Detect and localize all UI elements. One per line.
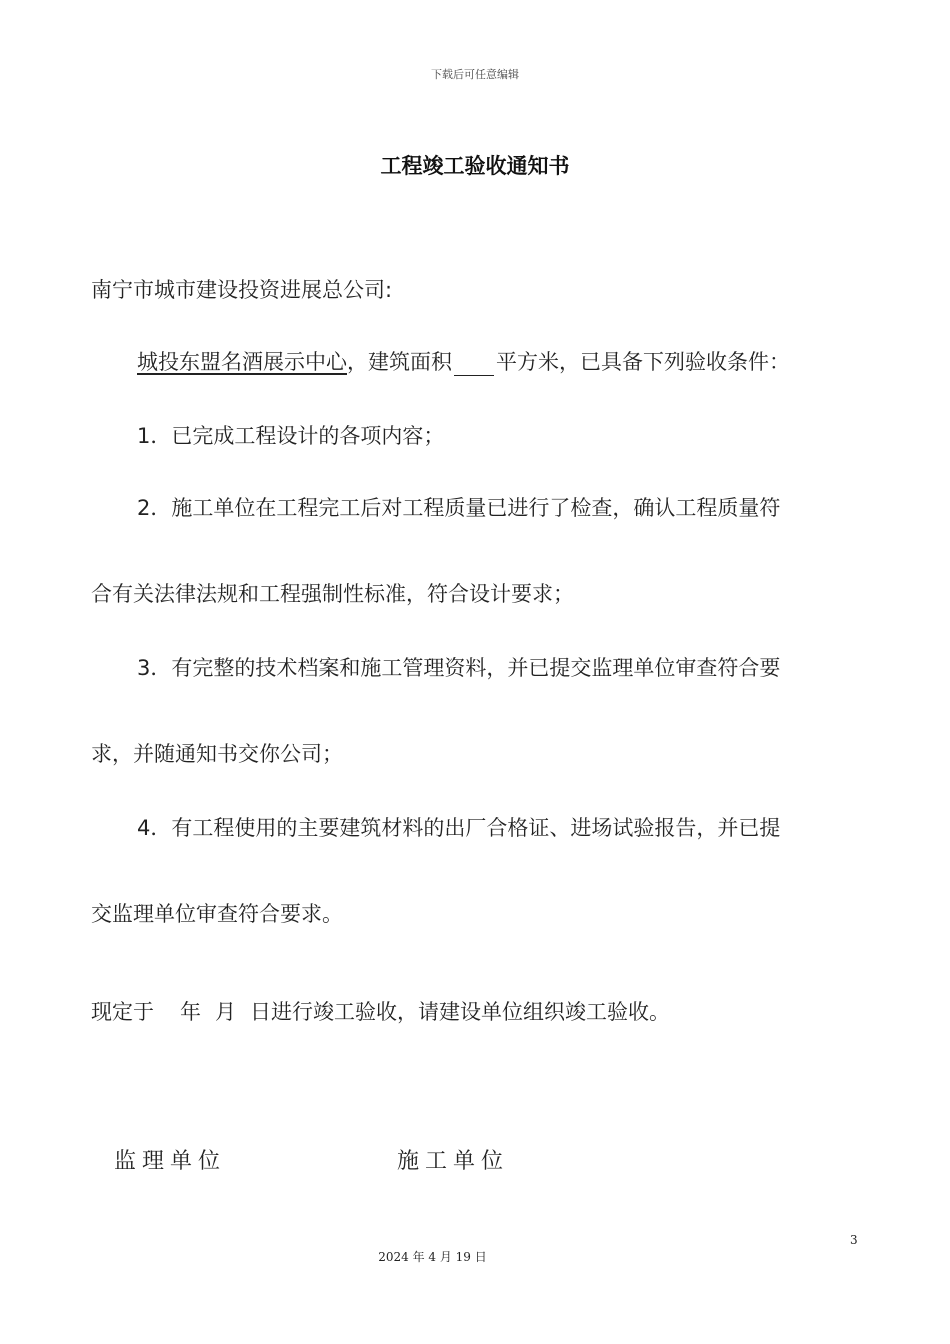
schedule-year: 年 — [180, 1000, 201, 1024]
condition-item-2-continued: 合有关法律法规和工程强制性标准，符合设计要求； — [91, 582, 574, 606]
condition-item-1: 1．已完成工程设计的各项内容； — [137, 424, 445, 448]
condition-item-3: 3．有完整的技术档案和施工管理资料，并已提交监理单位审查符合要 — [137, 656, 781, 680]
footer-date: 2024 年 4 月 19 日 — [378, 1250, 487, 1264]
schedule-suffix: 日进行竣工验收，请建设单位组织竣工验收。 — [250, 1000, 670, 1024]
addressee: 南宁市城市建设投资进展总公司: — [91, 278, 393, 302]
schedule-prefix: 现定于 — [91, 1000, 154, 1024]
condition-item-3-continued: 求，并随通知书交你公司； — [91, 742, 343, 766]
schedule-line — [91, 996, 670, 1026]
intro-paragraph — [137, 346, 790, 376]
page-number: 3 — [850, 1233, 858, 1247]
document-title: 工程竣工验收通知书 — [380, 154, 570, 178]
header-note: 下载后可任意编辑 — [431, 68, 519, 81]
intro-area-label: ，建筑面积 — [347, 350, 452, 374]
condition-item-2: 2．施工单位在工程完工后对工程质量已进行了检查，确认工程质量符 — [137, 496, 781, 520]
contractor-signature-label: 施工单位 — [397, 1149, 510, 1174]
area-blank — [454, 355, 494, 376]
schedule-month: 月 — [215, 1000, 236, 1024]
condition-item-4-continued: 交监理单位审查符合要求。 — [91, 902, 343, 926]
condition-item-4: 4．有工程使用的主要建筑材料的出厂合格证、进场试验报告，并已提 — [137, 816, 781, 840]
intro-conditions: 平方米，已具备下列验收条件： — [496, 350, 790, 374]
project-name: 城投东盟名酒展示中心 — [137, 350, 347, 374]
supervisor-signature-label: 监理单位 — [114, 1149, 227, 1174]
